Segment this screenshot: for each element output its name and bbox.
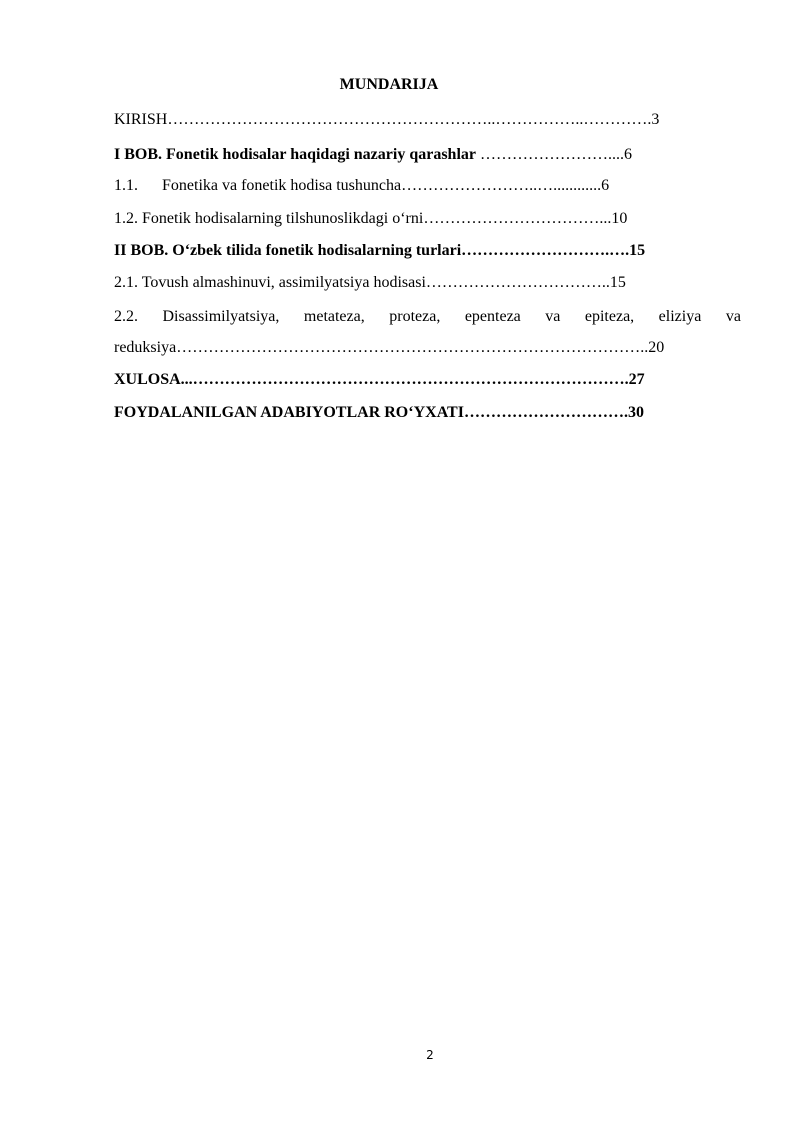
toc-entry-heading: II BOB. O‘zbek tilida fonetik hodisalarning turlari……………………….….15 (114, 242, 646, 259)
toc-entry-text: KIRISH……………………………………………………..……………..………….3 (114, 111, 660, 128)
toc-entry-bibliography[interactable] (114, 403, 741, 423)
toc-entry-heading: FOYDALANILGAN ADABIYOTLAR RO‘YXATI………………………….30 (114, 404, 644, 421)
toc-word: epenteza (464, 308, 521, 325)
toc-word: Disassimilyatsiya, (162, 308, 280, 325)
toc-entry-chapter-2[interactable] (114, 241, 741, 261)
toc-entry-dots: ……………………....6 (476, 146, 632, 163)
toc-word: eliziya (658, 308, 702, 325)
toc-entry-heading: XULOSA...……………………………………………………………………….27 (114, 371, 645, 388)
toc-word: 2.2. (114, 308, 138, 325)
toc-entry-text: Fonetika va fonetik hodisa tushuncha……………………..…............6 (162, 177, 610, 194)
toc-entry-heading: I BOB. Fonetik hodisalar haqidagi nazariy qarashlar (114, 146, 476, 163)
toc-entry-1-2[interactable] (114, 209, 741, 229)
toc-entry-text: 1.2. Fonetik hodisalarning tilshunoslikdagi o‘rni……………………………...10 (114, 210, 628, 227)
page-number: 2 (426, 1048, 434, 1062)
toc-entry-chapter-1[interactable] (114, 145, 741, 165)
toc-entry-xulosa[interactable] (114, 370, 741, 390)
toc-word: proteza, (389, 308, 441, 325)
toc-entry-text: 2.1. Tovush almashinuvi, assimilyatsiya hodisasi……………………………..15 (114, 274, 626, 291)
toc-entry-kirish[interactable] (114, 110, 741, 130)
page-title: MUNDARIJA (339, 76, 439, 93)
toc-entry-2-2[interactable] (114, 307, 741, 327)
toc-word: va (545, 308, 561, 325)
toc-entry-number: 1.1. (114, 177, 138, 194)
toc-entry-text: reduksiya……………………………………………………………………………..20 (114, 339, 665, 356)
toc-entry-1-1[interactable] (114, 176, 741, 196)
toc-word: epiteza, (584, 308, 635, 325)
toc-entry-2-2-continued[interactable] (114, 338, 741, 358)
toc-word: metateza, (303, 308, 365, 325)
toc-entry-2-1[interactable] (114, 273, 741, 293)
toc-word: va (725, 308, 741, 325)
